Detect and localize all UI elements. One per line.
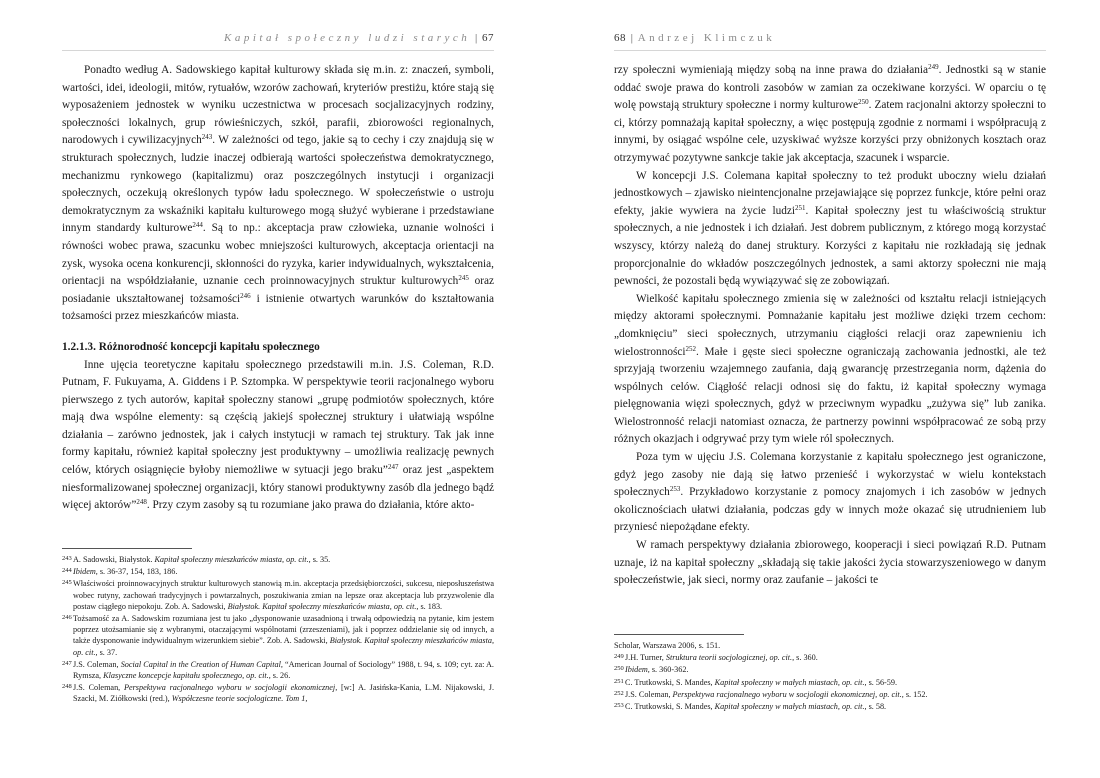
footnote-text: Właściwości proinnowacyjnych struktur kulturowych stanowią m.in. akceptacja przedsiębiorczości, sukcesu, nieposłuszeństwa wobec rutyny, zachowań tradycyjnych i powtarzalnych, poszukiwania zmian na lepsze oraz akceptacja lub przyzwolenie dla postaw ciągłego niepokoju. Zob. A. Sadowski, (73, 579, 494, 611)
left-footnotes (62, 553, 494, 705)
text-run: . Kapitał społeczny jest tu właściwością struktur społecznych, a nie jednostek i ich działań. Jest dobrem publicznym, z którego mogą korzystać wszyscy, którzy należą do danej struktury. Korzyści z kapitału nie rozkładają się jednak proporcjonalnie do wkładów poszczególnych jednostek, a sami aktorzy społeczni nie mają pewności, że pozostali będą wywiązywać się ze zobowiązań. (614, 204, 1046, 288)
paragraph (614, 291, 1046, 449)
footnote-title: Perspektywa racjonalnego wyboru w socjologii ekonomicznej (123, 683, 336, 693)
footnote-title: Białystok. Kapitał społeczny mieszkańców miasta, op. cit. (227, 601, 417, 611)
footnote-text: , s. 36-37, 154, 183, 186. (95, 567, 178, 577)
footnote (614, 651, 1046, 663)
footnote-ref[interactable]: 249 (928, 63, 939, 71)
text-run: . Przykładowo korzystanie z pomocy znajomych i ich zasobów w jednych okolicznościach ułatwi działania, podczas gdy w innych może okazać się utrudnieniem lub przyniesć niepożądane efekty. (614, 486, 1046, 534)
running-title: Kapitał społeczny ludzi starych (224, 32, 471, 44)
footnote (614, 640, 1046, 651)
paragraph (614, 168, 1046, 291)
right-footnotes (614, 640, 1046, 712)
left-body-text (62, 62, 494, 515)
footnote-number: 250 (614, 665, 624, 673)
footnote-text: J.H. Turner, (625, 653, 666, 663)
footnote-text: Scholar, Warszawa 2006, s. 151. (614, 641, 721, 650)
text-run: . Przy czym zasoby są tu rozumiane jako prawa do działania, które akto- (146, 499, 475, 512)
footnote-text: J.S. Coleman, (73, 659, 121, 669)
footnote-text: C. Trutkowski, S. Mandes, (625, 677, 715, 687)
footnote-text: J.S. Coleman, (625, 689, 673, 699)
footnote-ref[interactable]: 253 (669, 485, 681, 494)
footnote-title: Klasyczne koncepcje kapitału społecznego, op. cit. (103, 671, 269, 681)
text-run: W koncepcji J.S. Colemana kapitał społeczny to też produkt uboczny wielu działań jednostkowych – zjawisko nieintencjonalne przejawiające się poprzez funkcje, które pełni oraz efekty, jakie wywiera na życie ludzi (614, 169, 1046, 217)
footnote-title: Struktura teorii socjologicznej, op. cit. (665, 653, 793, 663)
footnote-ref[interactable]: 244 (192, 221, 203, 230)
text-run: . Zatem racjonalni aktorzy społeczni to ci, którzy pomnażają kapitał społeczny, a więc postępują zgodnie z normami i współpracują z innymi, by osiągać wspólne cele, uzyskiwać wyższe korzyści przy obniżonych kosztach oraz otrzymywać pozytywne sankcje takie jak akceptacja, szacunek i wsparcie. (614, 99, 1046, 164)
paragraph (614, 449, 1046, 537)
running-author: Andrzej Klimczuk (637, 32, 776, 44)
footnote-ref[interactable]: 252 (685, 344, 697, 353)
footnote (62, 658, 494, 681)
footnote (614, 688, 1046, 700)
header-separator: | (630, 32, 633, 44)
text-run: Wielkość kapitału społecznego zmienia się w zależności od kształtu relacji istniejących między aktorami społecznymi. Pomnażanie kapitału jest możliwe dzięki trzem cechom: „domknięciu” sieci społecznych, utrzymaniu ciągłości relacji oraz zapewnieniu ich wielostronności (614, 292, 1046, 358)
text-run: Poza tym w ujęciu J.S. Colemana korzystanie z kapitału społecznego jest ograniczone, gdyż jego zasoby nie dają się łatwo przenieść i wykorzystać w wielu kontekstach społecznych (614, 451, 1046, 499)
left-running-header (62, 32, 494, 44)
text-run: i istnienie otwartych warunków do kształtowania tożsamości przez mieszkańców miasta. (62, 292, 494, 323)
footnote-ref[interactable]: 246 (240, 291, 251, 300)
footnote (62, 553, 494, 565)
footnote-text: , s. 58. (864, 702, 887, 712)
footnote-text: , [w:] A. Jasińska-Kania, L.M. Nijakowski, J. Szacki, M. Ziółkowski (red.), (73, 683, 494, 704)
footnote-title: Kapitał społeczny w małych miastach, op. cit. (714, 677, 865, 687)
section-heading: 1.2.1.3. Różnorodność koncepcji kapitału społecznego (62, 340, 320, 353)
text-run: W ramach perspektywy działania zbiorowego, kooperacji i sieci powiązań R.D. Putnam uznaje, iż na kapitał społeczny „składają się takie jakości życia stowarzyszeniowego w danym społeczeństwie, jak sieci, normy oraz zaufanie – jakości te (614, 539, 1046, 587)
text-run: oraz jest „aspektem niesformalizowanej społecznej organizacji, który stanowi produktywny zasób dla jednego bądź więcej aktorów” (62, 464, 495, 512)
footnote-rule (62, 548, 192, 549)
footnote (614, 676, 1046, 688)
footnote-title: Ibidem (625, 665, 648, 675)
footnote-text: , s. 360. (792, 653, 818, 663)
footnote-ref[interactable]: 247 (387, 463, 399, 472)
footnote-number: 247 (62, 659, 72, 667)
footnote-text: , s. 360-362. (647, 665, 689, 675)
footnote-number: 253 (614, 702, 624, 710)
footnote-text: , s. 56-59. (864, 677, 898, 687)
text-run: Inne ujęcia teoretyczne kapitału społecznego przedstawili m.in. J.S. Coleman, R.D. Putnam, F. Fukuyama, A. Giddens i P. Sztompka. W perspektywie teorii racjonalnego wyboru pierwszego z tych autorów, kapitał społeczny stanowi „grupę podmiotów społecznych, które mają dwa wspólne elementy: są częścią jakiejś społecznej struktury i ułatwiają wspólne działania – zarówno jednostek, jak i całych instytucji w ramach tej struktury. Tak jak inne formy kapitału, również kapitał społeczny jest produktywny – umożliwia realizację pewnych celów, których osiągnięcie byłoby niemożliwe w sytuacji jego braku” (62, 358, 494, 477)
page-number: 68 (614, 32, 626, 44)
footnote-number: 248 (62, 683, 72, 691)
footnote-text: C. Trutkowski, S. Mandes, (625, 702, 715, 712)
footnote-ref[interactable]: 248 (136, 498, 147, 507)
footnote-text: , s. 37. (95, 647, 118, 657)
footnote-text: Tożsamość za A. Sadowskim rozumiana jest tu jako „dysponowanie uzasadnioną i trwałą odpowiedzią na pytanie, kim jestem poprzez utożsamianie się z wybranymi, otaczającymi wspólnotami (zrzeszeniami), jak i poprzez oddzielanie się od innych, a także dysponowanie indywidualnym wizerunkiem siebie”. Zob. A. Sadowski, (73, 614, 494, 646)
paragraph (614, 537, 1046, 590)
footnote (614, 663, 1046, 675)
footnote-title: Perspektywa racjonalnego wyboru w socjologii ekonomicznej, op. cit. (672, 689, 902, 699)
footnote-text: J.S. Coleman, (73, 683, 124, 693)
footnote-text: , s. 35. (308, 555, 331, 564)
page-number: 67 (482, 32, 494, 44)
footnote-ref[interactable]: 250 (858, 98, 869, 107)
footnote-title: Social Capital in the Creation of Human Capital (120, 659, 281, 669)
footnote-text: , s. 152. (901, 689, 928, 699)
footnote-text: A. Sadowski, Białystok. (73, 555, 155, 564)
text-run: oraz posiadanie ukształtowanej tożsamości (62, 275, 495, 305)
footnote-number: 245 (62, 579, 72, 587)
footnote-title: Białystok. Kapitał społeczny mieszkańców miasta, op. cit. (73, 636, 494, 657)
footnote-title: Ibidem (73, 567, 96, 577)
right-body-text (614, 62, 1046, 590)
header-separator: | (475, 32, 478, 44)
footnote-ref[interactable]: 251 (795, 203, 806, 212)
paragraph (614, 62, 1046, 168)
footnote-number: 243 (62, 555, 72, 562)
footnote-number: 244 (62, 567, 72, 575)
text-run: . Małe i gęste sieci społeczne ograniczają zachowania jednostki, ale też sprzyjają tworzeniu wzajemnego zaufania, dają gwarancję przestrzegania norm, dążenia do wspólnych celów. Ciągłość relacji odnosi się do faktu, iż kapitał społeczny wymaga pielęgnowania więzi społecznych, gdyż w przeciwnym wypadku „zużywa się” lub zanika. Wielostronność relacji natomiast oznacza, że partnerzy powinni współpracować ze sobą przy różnych okazjach i odgrywać przy tym wiele ról społecznych. (614, 345, 1046, 446)
right-page (614, 0, 1046, 778)
footnote-text: , (305, 694, 308, 704)
footnote-title: Kapitał społeczny w małych miastach, op. cit. (714, 702, 865, 712)
paragraph (62, 357, 494, 515)
footnote (614, 700, 1046, 712)
header-rule (614, 50, 1046, 51)
footnote (62, 681, 494, 704)
footnote (62, 577, 494, 612)
footnote (62, 612, 494, 658)
footnote-text: , “American Journal of Sociology” 1988, t. 94, s. 109; cyt. za: A. Rymsza, (73, 659, 494, 681)
left-page (62, 0, 494, 778)
text-run: . W zależności od tego, jakie są to cechy i czy znajdują się w strukturach społecznych, ludzie inaczej odbierają wartości społeczeństwa demokratycznego, mechanizmu rynkowego (kapitalizmu) oraz poszczególnych instytucji i organizacji społecznych, oczekują określonych typów ładu społecznego. W społeczeństwie o ustroju demokratycznym za wskaźniki kapitału kulturowego mogą służyć wybierane i przedstawiane innym standardy kulturowe (62, 134, 495, 235)
footnote-number: 252 (614, 689, 624, 697)
footnote-title: Współczesne teorie socjologiczne. Tom 1 (171, 694, 306, 704)
footnote-rule (614, 634, 744, 635)
right-running-header (614, 32, 1046, 44)
footnote-ref[interactable]: 245 (458, 274, 469, 283)
text-run: Ponadto według A. Sadowskiego kapitał kulturowy składa się m.in. z: znaczeń, symboli, wartości, idei, ideologii, mitów, rytuałów, wzorów zachowań, kryteriów prestiżu, które stają się wyposażeniem jednostek w wyniku uczestnictwa w procesach socjalizacyjnych rodziny, społeczności lokalnych, grup rówieśniczych, szkół, parafii, zbiorowości regionalnych, narodowych i cywilizacyjnych (62, 64, 494, 147)
footnote (62, 565, 494, 577)
text-run: . Jednostki są w stanie oddać swoje prawa do kontroli zasobów w zamian za oczekiwane korzyści. W oparciu o tę wolę powstają struktury społeczne i normy kulturowe (614, 64, 1047, 112)
footnote-ref[interactable]: 243 (201, 133, 213, 142)
footnote-number: 251 (614, 677, 624, 685)
text-run: rzy społeczni wymieniają między sobą na inne prawa do działania (614, 64, 929, 76)
header-rule (62, 50, 494, 51)
footnote-text: , s. 183. (416, 601, 443, 611)
footnote-title: Kapitał społeczny mieszkańców miasta, op. cit. (154, 555, 309, 564)
text-run: . Są to np.: akceptacja praw człowieka, uznanie wolności i równości wobec prawa, szacunku wobec mniejszości kulturowych, akceptacja orientacji na zysk, wysoka ocena konkurencji, skłonności do ryzyka, karier indywidualnych, wykształcenia, orientacji na współdziałanie, uznanie cech proinnowacyjnych struktur kulturowych (62, 222, 495, 288)
footnote-number: 249 (614, 653, 624, 661)
footnote-text: , s. 26. (268, 671, 291, 681)
footnote-number: 246 (62, 614, 72, 622)
paragraph (62, 62, 494, 326)
